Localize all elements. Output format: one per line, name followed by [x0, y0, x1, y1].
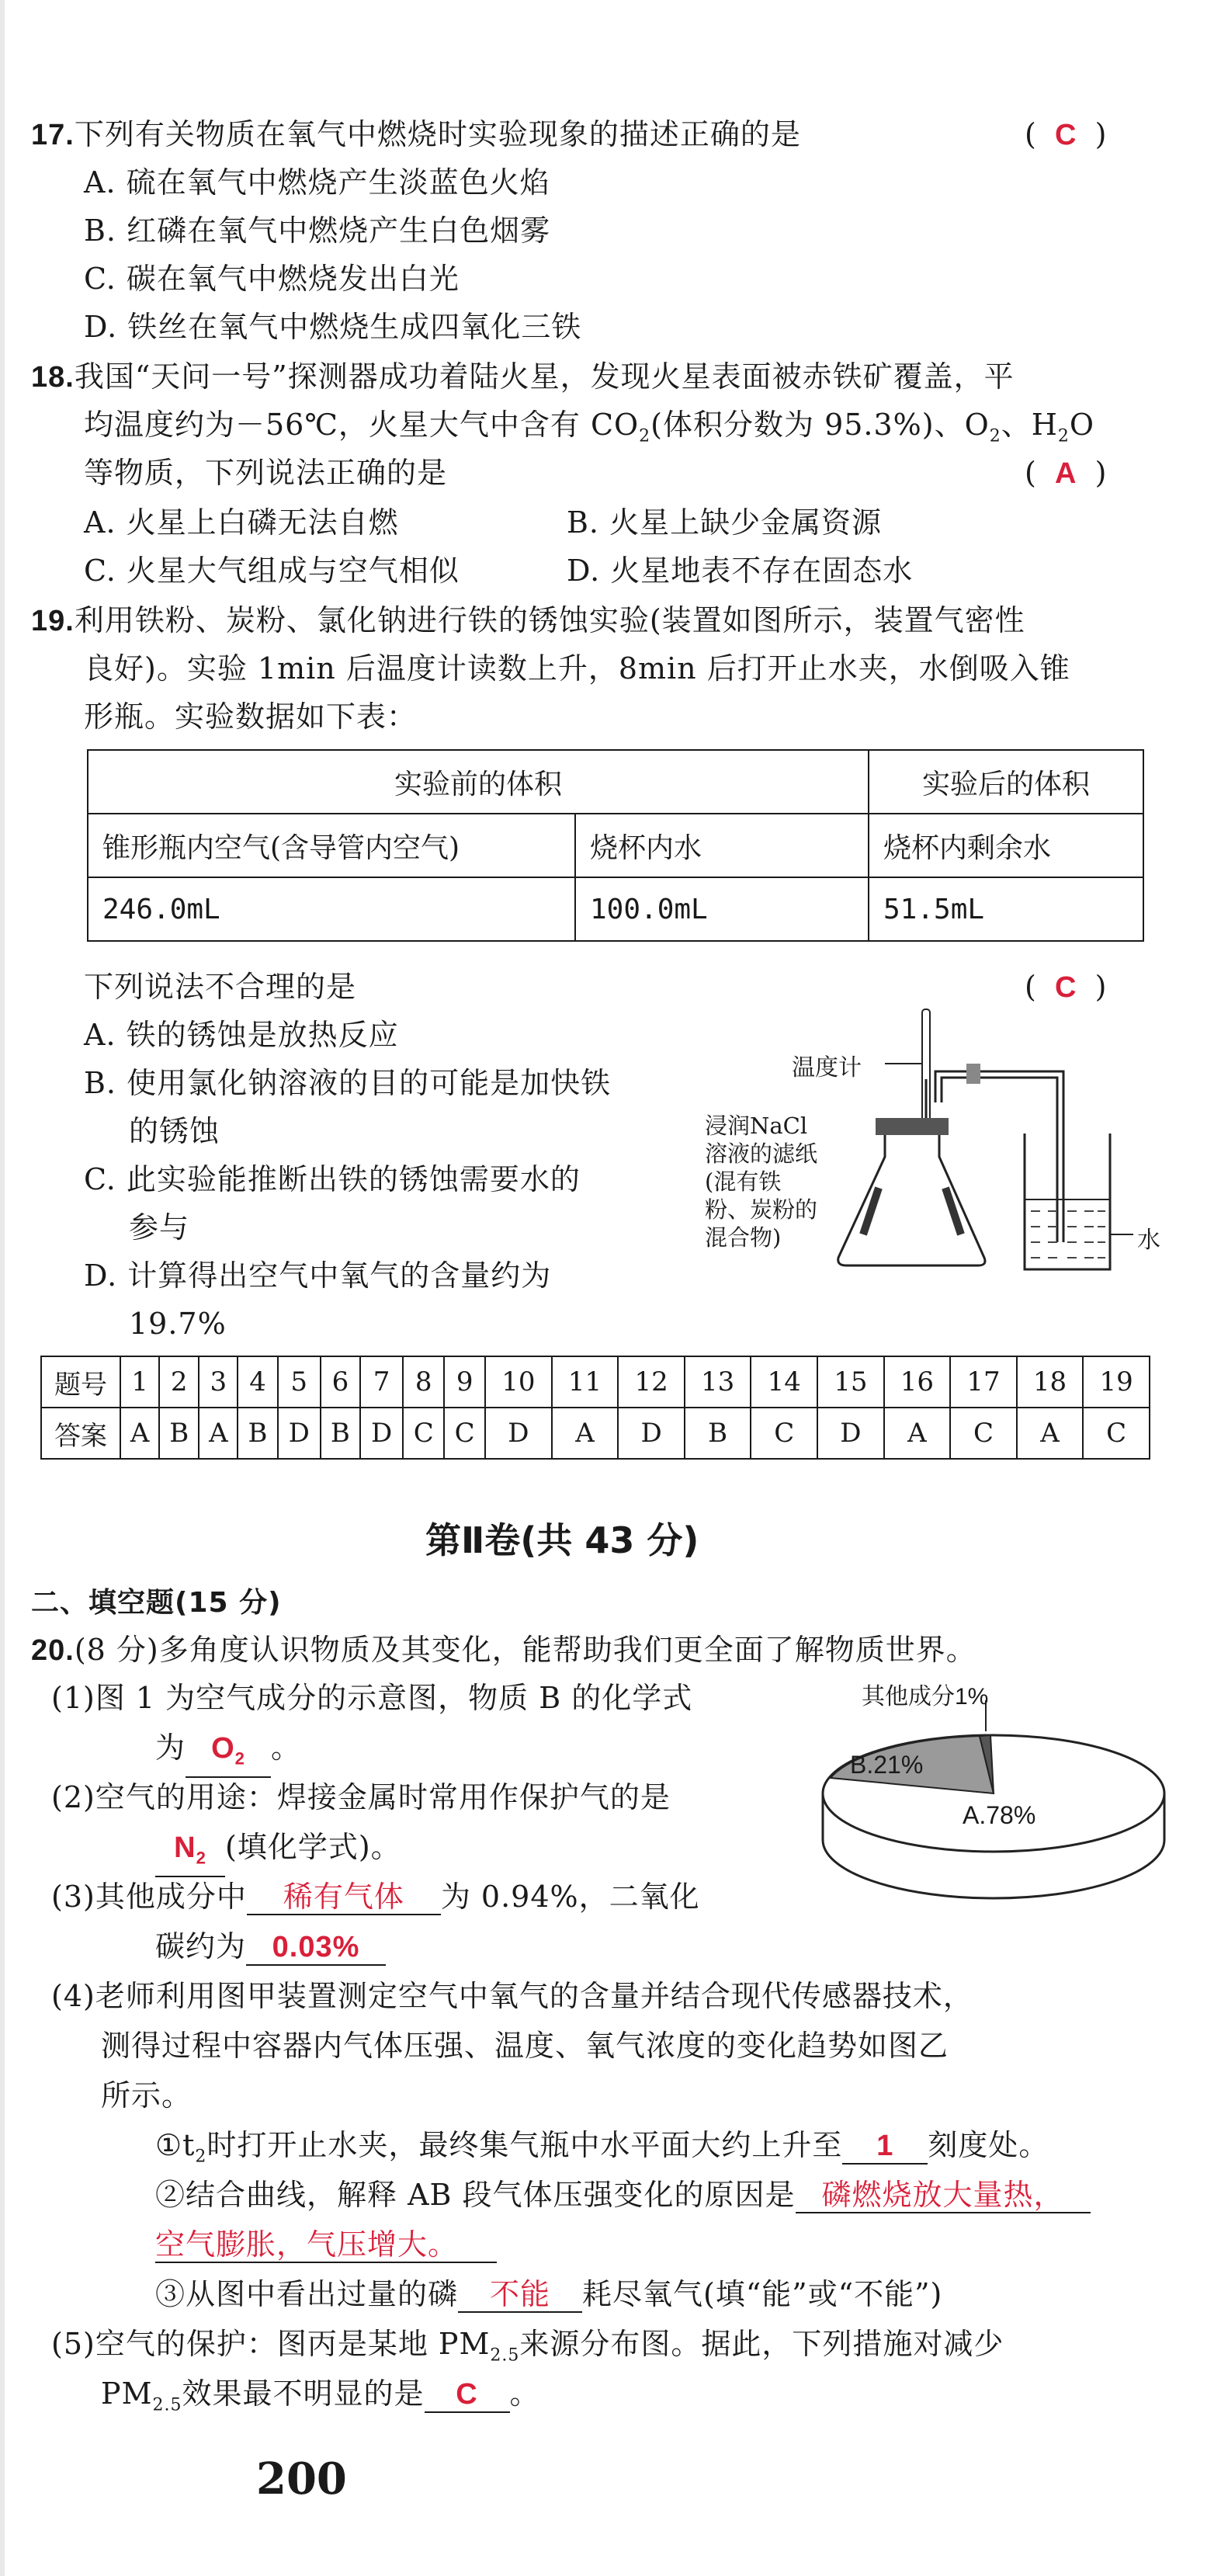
q20-p5-line1 [51, 2324, 1004, 2376]
q17-option-a: A. 硫在氧气中燃烧产生淡蓝色火焰 [84, 165, 550, 200]
q19-line2: 良好)。实验 1min 后温度计读数上升，8min 后打开止水夹，水倒吸入锥 [84, 651, 1070, 686]
answer-table [40, 1356, 1150, 1460]
table-group-before: 实验前的体积 [88, 750, 869, 814]
answer-table-answer-cell: D [278, 1408, 321, 1459]
pie-label-a: A.78% [963, 1801, 1036, 1829]
q20-p4-ii-line2 [155, 2225, 497, 2264]
answer-table-answer-cell: B [685, 1408, 751, 1459]
q18-option-a: A. 火星上白磷无法自燃 [84, 505, 399, 540]
q18-option-b: B. 火星上缺少金属资源 [567, 505, 883, 540]
q20-p1-line2 [155, 1728, 301, 1778]
q20-p1-suffix: 。 [271, 1731, 302, 1765]
table-value-flask-air: 246.0mL [88, 877, 575, 941]
q20-p5-mid: 来源分布图。据此，下列措施对减少 [519, 2327, 1004, 2361]
q20-answer-5: C [425, 2377, 510, 2413]
q20-number: 20. [31, 1634, 75, 1667]
answer-table-number-cell: 13 [685, 1356, 751, 1408]
q20-answer-2-text: N [174, 1831, 196, 1864]
answer-table-number-cell: 9 [444, 1356, 485, 1408]
answer-table-answer-cell: C [950, 1408, 1017, 1459]
flask-stopper [876, 1118, 949, 1135]
q19-option-b2: 的锈蚀 [129, 1114, 220, 1148]
answer-table-answer-cell: D [817, 1408, 884, 1459]
answer-table-number-cell: 11 [552, 1356, 619, 1408]
q20-p4-iii-prefix: ③从图中看出过量的磷 [155, 2277, 459, 2311]
q20-p4-iii [155, 2275, 942, 2314]
answer-table-number-cell: 18 [1017, 1356, 1084, 1408]
answer-table-answer-cell: C [403, 1408, 444, 1459]
q20-p5-sub2: 2.5 [152, 2395, 182, 2415]
table-group-after: 实验后的体积 [869, 750, 1143, 814]
q18-line3: 等物质，下列说法正确的是 [84, 456, 448, 490]
q20-p5-text: 效果最不明显的是 [182, 2376, 425, 2411]
answer-table-number-cell: 5 [278, 1356, 321, 1408]
answer-table-answer-cell: B [238, 1408, 277, 1459]
q18-text2c: 、H [1001, 408, 1058, 442]
answer-table-answer-cell: A [1017, 1408, 1084, 1459]
q20-answer-1-sub: 2 [234, 1748, 245, 1769]
answer-table-number-cell: 14 [751, 1356, 817, 1408]
q20-answer-2 [155, 1831, 225, 1877]
q19-line3: 形瓶。实验数据如下表： [84, 700, 418, 734]
q19-line1 [31, 601, 1025, 641]
q20-answer-3b: 0.03% [246, 1930, 386, 1966]
answer-table-answer-cell: B [321, 1408, 360, 1459]
q20-p2-line2 [155, 1828, 401, 1877]
q20-text: (8 分)多角度认识物质及其变化，能帮助我们更全面了解物质世界。 [74, 1633, 976, 1667]
answer-table-answer-cell: B [159, 1408, 199, 1459]
clamp [966, 1064, 980, 1084]
table-header-remaining-water: 烧杯内剩余水 [869, 814, 1143, 877]
q20-p5-prefix: (5)空气的保护：图丙是某地 PM [51, 2327, 491, 2361]
q18-text2d: O [1069, 408, 1095, 442]
q18-text2a: 均温度约为－56℃，火星大气中含有 CO [84, 408, 640, 442]
q18-answer-paren: ( A ) [1025, 456, 1107, 490]
q19-option-a: A. 铁的锈蚀是放热反应 [84, 1018, 399, 1052]
part-fill-in-title: 二、填空题(15 分) [31, 1587, 282, 1619]
water-dashes [1031, 1211, 1105, 1258]
answer-table-answer-cell: D [360, 1408, 403, 1459]
q18-text1: 我国“天问一号”探测器成功着陆火星，发现火星表面被赤铁矿覆盖，平 [74, 359, 1015, 394]
q18-sub-o2: 2 [989, 426, 1001, 446]
answer-table-number-cell: 4 [238, 1356, 277, 1408]
answer-table-number-cell: 1 [120, 1356, 159, 1408]
answer-table-number-row [41, 1356, 1150, 1408]
answer-table-number-cell: 15 [817, 1356, 884, 1408]
conical-flask [838, 1126, 985, 1265]
answer-table-number-cell: 19 [1083, 1356, 1150, 1408]
label-paper-line2: 溶液的滤纸 [705, 1140, 818, 1167]
q20-p4-line2: 测得过程中容器内气体压强、温度、氧气浓度的变化趋势如图乙 [101, 2029, 949, 2063]
q17-stem [31, 115, 801, 154]
q20-p3-line2 [155, 1927, 386, 1966]
answer-table-number-cell: 2 [159, 1356, 199, 1408]
q20-answer-1 [186, 1731, 271, 1778]
q17-option-b: B. 红磷在氧气中燃烧产生白色烟雾 [84, 214, 551, 248]
answer-table-answer-cell: A [884, 1408, 951, 1459]
label-paper-line5: 混合物) [705, 1224, 782, 1251]
answer-table-answer-row [41, 1408, 1150, 1459]
answer-table-answer-cell: A [552, 1408, 619, 1459]
q20-p5-sub: 2.5 [490, 2345, 520, 2366]
q17-number: 17. [31, 119, 75, 151]
label-filter-paper [705, 1112, 817, 1252]
table-value-remaining-water: 51.5mL [869, 877, 1143, 941]
q20-p3-line1 [51, 1877, 700, 1916]
q19-option-c2: 参与 [129, 1210, 190, 1245]
q18-sub-co2: 2 [639, 426, 651, 446]
q19-answer: C [1054, 971, 1077, 1004]
answer-table-answer-cell: A [120, 1408, 159, 1459]
q20-p3-mid: 为 0.94%，二氧化 [440, 1880, 700, 1914]
q20-p5-suffix: 。 [509, 2376, 540, 2411]
q19-option-c1: C. 此实验能推断出铁的锈蚀需要水的 [84, 1162, 581, 1196]
beaker [1025, 1134, 1110, 1269]
q17-answer: C [1054, 119, 1077, 151]
q20-p4-iii-suffix: 耗尽氧气(填“能”或“不能”) [582, 2277, 943, 2311]
q20-p4-i [155, 2126, 1049, 2177]
q17-option-d: D. 铁丝在氧气中燃烧生成四氧化三铁 [84, 310, 582, 344]
answer-table-answer-cell: C [1083, 1408, 1150, 1459]
q18-number: 18. [31, 361, 75, 394]
q20-answer-4ii-a: 磷燃烧放大量热， [796, 2178, 1091, 2213]
answer-table-row1-label: 题号 [41, 1356, 120, 1408]
q20-p4-i-mid: 时打开止水夹，最终集气瓶中水平面大约上升至 [206, 2128, 843, 2162]
pie-label-b: B.21% [850, 1751, 924, 1779]
pie-label-other: 其他成分1% [862, 1684, 989, 1710]
q20-answer-1-text: O [211, 1732, 235, 1765]
q19-answer-paren: ( C ) [1025, 970, 1107, 1004]
q19-option-d1: D. 计算得出空气中氧气的含量约为 [84, 1258, 552, 1293]
q18-line1 [31, 357, 1015, 397]
q18-answer: A [1054, 457, 1077, 490]
q19-number: 19. [31, 605, 75, 637]
page-edge [0, 0, 5, 2576]
q18-option-d: D. 火星地表不存在固态水 [567, 554, 914, 588]
answer-table-row2-label: 答案 [41, 1408, 120, 1459]
q18-sub-h2o: 2 [1057, 426, 1070, 446]
q20-p4-ii [155, 2175, 1091, 2214]
q20-answer-3a: 稀有气体 [247, 1880, 441, 1915]
q18-text2b: (体积分数为 95.3%)、O [650, 408, 990, 442]
answer-table-number-cell: 6 [321, 1356, 360, 1408]
answer-table-answer-cell: A [199, 1408, 238, 1459]
q20-answer-4ii-b: 空气膨胀，气压增大。 [155, 2227, 497, 2263]
q20-p2-line1: (2)空气的用途：焊接金属时常用作保护气的是 [51, 1780, 671, 1814]
q20-p1-prefix: 为 [155, 1731, 186, 1765]
answer-table-number-cell: 7 [360, 1356, 403, 1408]
answer-table-number-cell: 12 [618, 1356, 685, 1408]
table-header-beaker-water: 烧杯内水 [575, 814, 869, 877]
section-2-title: 第Ⅱ卷(共 43 分) [425, 1519, 699, 1561]
label-water: 水 [1137, 1227, 1160, 1254]
q20-p2-suffix: (填化学式)。 [225, 1830, 401, 1864]
label-paper-line1: 浸润NaCl [705, 1113, 808, 1139]
q20-answer-2-sub: 2 [196, 1848, 206, 1868]
q20-p4-i-sub: 2 [195, 2147, 207, 2167]
q20-p4-line1: (4)老师利用图甲装置测定空气中氧气的含量并结合现代传感器技术， [51, 1979, 973, 2013]
q18-line2 [84, 405, 1094, 457]
q20-p3-prefix: (3)其他成分中 [51, 1880, 247, 1914]
answer-table-number-cell: 3 [199, 1356, 238, 1408]
answer-table-number-cell: 10 [485, 1356, 552, 1408]
q20-p5-pm: PM [101, 2376, 153, 2411]
q20-p1-line1: (1)图 1 为空气成分的示意图，物质 B 的化学式 [51, 1681, 693, 1715]
q20-p3-prefix2: 碳约为 [155, 1929, 247, 1963]
q17-option-c: C. 碳在氧气中燃烧发出白光 [84, 262, 460, 296]
q20-p4-ii-text: ②结合曲线，解释 AB 段气体压强变化的原因是 [155, 2178, 796, 2212]
q20-p5-line2 [101, 2374, 540, 2425]
answer-table-number-cell: 16 [884, 1356, 951, 1408]
q19-option-d2: 19.7% [129, 1307, 227, 1341]
answer-table-answer-cell: D [485, 1408, 552, 1459]
q20-answer-4iii: 不能 [458, 2277, 582, 2313]
answer-table-number-cell: 8 [403, 1356, 444, 1408]
q18-option-c: C. 火星大气组成与空气相似 [84, 554, 460, 588]
label-thermometer: 温度计 [792, 1054, 862, 1081]
q20-answer-4i: 1 [842, 2129, 928, 2165]
label-paper-line4: 粉、炭粉的 [705, 1196, 818, 1223]
q19-ask: 下列说法不合理的是 [84, 970, 357, 1004]
q17-answer-paren: ( C ) [1025, 117, 1107, 151]
experiment-data-table [87, 749, 1144, 942]
answer-table-answer-cell: C [444, 1408, 485, 1459]
answer-table-answer-cell: C [751, 1408, 817, 1459]
q17-text: 下列有关物质在氧气中燃烧时实验现象的描述正确的是 [74, 117, 801, 151]
q20-p4-line3: 所示。 [101, 2078, 193, 2113]
q20-stem [31, 1630, 976, 1670]
q19-text1: 利用铁粉、炭粉、氯化钠进行铁的锈蚀实验(装置如图所示，装置气密性 [74, 603, 1025, 637]
answer-table-answer-cell: D [618, 1408, 685, 1459]
label-paper-line3: (混有铁 [705, 1168, 782, 1195]
table-header-flask-air: 锥形瓶内空气(含导管内空气) [88, 814, 575, 877]
answer-table-number-cell: 17 [950, 1356, 1017, 1408]
q20-p4-i-prefix: ①t [155, 2128, 196, 2162]
table-value-beaker-water: 100.0mL [575, 877, 869, 941]
page-number: 200 [256, 2453, 347, 2505]
q20-p4-i-suffix: 刻度处。 [928, 2128, 1049, 2162]
q19-option-b1: B. 使用氯化钠溶液的目的可能是加快铁 [84, 1066, 612, 1100]
